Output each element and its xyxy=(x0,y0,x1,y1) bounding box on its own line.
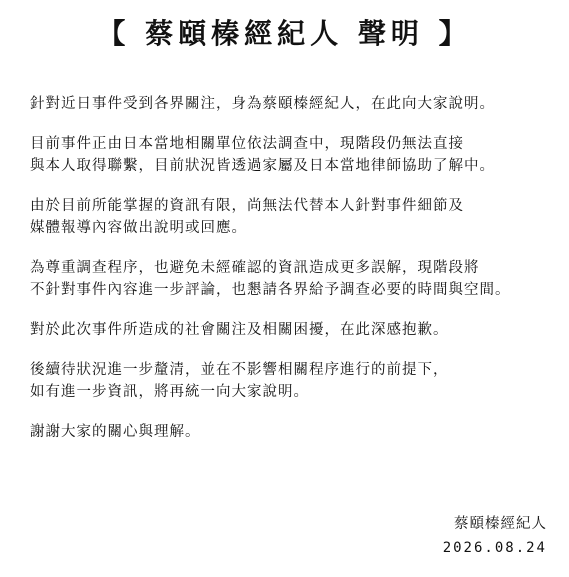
paragraph-3 xyxy=(30,195,550,239)
paragraph-line: 不針對事件內容進一步評論，也懇請各界給予調查必要的時間與空間。 xyxy=(30,282,511,298)
paragraph-line: 對於此次事件所造成的社會關注及相關困擾，在此深感抱歉。 xyxy=(30,322,449,338)
signature-name: 蔡頤榛經紀人 xyxy=(454,516,547,532)
paragraph-4 xyxy=(30,257,550,301)
paragraph-2 xyxy=(30,133,550,177)
paragraph-line: 媒體報導內容做出說明或回應。 xyxy=(30,220,247,236)
paragraph-line: 為尊重調查程序，也避免未經確認的資訊造成更多誤解，現階段將 xyxy=(30,260,480,276)
paragraph-line: 由於目前所能掌握的資訊有限，尚無法代替本人針對事件細節及 xyxy=(30,198,464,214)
paragraph-6 xyxy=(30,359,550,403)
paragraph-line: 後續待狀況進一步釐清，並在不影響相關程序進行的前提下， xyxy=(30,362,449,378)
statement-body xyxy=(30,93,550,461)
statement-title: 【 蔡頤榛經紀人 聲明 】 xyxy=(97,17,472,50)
signature-date: 2026.08.24 xyxy=(442,540,547,556)
paragraph-1 xyxy=(30,93,550,115)
paragraph-7 xyxy=(30,421,550,443)
paragraph-line: 與本人取得聯繫，目前狀況皆透過家屬及日本當地律師協助了解中。 xyxy=(30,158,495,174)
paragraph-5 xyxy=(30,319,550,341)
paragraph-line: 謝謝大家的關心與理解。 xyxy=(30,424,201,440)
paragraph-line: 目前事件正由日本當地相關單位依法調查中，現階段仍無法直接 xyxy=(30,136,464,152)
paragraph-line: 針對近日事件受到各界關注，身為蔡頤榛經紀人，在此向大家說明。 xyxy=(30,96,495,112)
paragraph-line: 如有進一步資訊，將再統一向大家說明。 xyxy=(30,384,309,400)
signature-block xyxy=(443,513,547,559)
